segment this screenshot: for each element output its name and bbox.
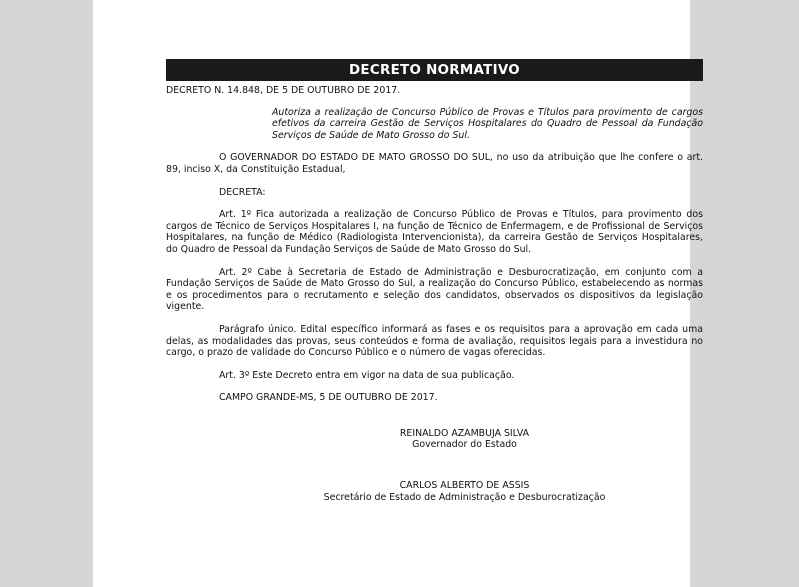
decree-summary: Autoriza a realização de Concurso Público de Provas e Títulos para provimento de cargos efetivos da carreira Gestão de Serviços Hospitalares do Quadro de Pessoal da Fundação Serviços de Saúde de Mato Grosso do Sul. — [272, 106, 703, 141]
article-3: Art. 3º Este Decreto entra em vigor na data de sua publicação. — [219, 369, 515, 381]
document-page — [93, 0, 703, 587]
article-2: Art. 2º Cabe à Secretaria de Estado de Administração e Desburocratização, em conjunto com a Fundação Serviços de Saúde de Mato Grosso do Sul, a realização do Concurso Público, estabelecendo as normas e os procedimentos para o recrutamento e seleção dos candidatos, observados os dispositivos da legislação vigente. — [166, 266, 703, 313]
decree-content — [166, 59, 703, 503]
signatory-name: CARLOS ALBERTO DE ASSIS — [399, 480, 530, 492]
signatory-role: Governador do Estado — [412, 439, 517, 451]
decreta-line: DECRETA: — [219, 186, 266, 198]
decree-title: DECRETO N. 14.848, DE 5 DE OUTUBRO DE 2017. — [166, 85, 401, 96]
signatory-role: Secretário de Estado de Administração e Desburocratização — [323, 491, 606, 503]
preamble: O GOVERNADOR DO ESTADO DE MATO GROSSO DO SUL, no uso da atribuição que lhe confere o art. 89, inciso X, da Constituição Estadual, — [166, 152, 703, 175]
signature-block-governor — [226, 428, 703, 451]
place-date: CAMPO GRANDE-MS, 5 DE OUTUBRO DE 2017. — [219, 392, 438, 404]
article-1: Art. 1º Fica autorizada a realização de Concurso Público de Provas e Títulos, para provimento dos cargos de Técnico de Serviços Hospitalares I, na função de Técnico de Enfermagem, e de Profissional de Serviços Hospitalares, na função de Médico (Radiologista Intervencionista), da carreira Gestão de Serviços Hospitalares, do Quadro de Pessoal da Fundação Serviços de Saúde de Mato Grosso do Sul. — [166, 209, 703, 255]
signatory-name: REINALDO AZAMBUJA SILVA — [399, 427, 530, 439]
section-header: DECRETO NORMATIVO — [166, 59, 703, 81]
sole-paragraph: Parágrafo único. Edital específico informará as fases e os requisitos para a aprovação em cada uma delas, as modalidades das provas, seus conteúdos e forma de avaliação, requisitos legais para a investidura no cargo, o prazo de validade do Concurso Público e o número de vagas oferecidas. — [166, 323, 703, 359]
signature-block-secretary — [226, 480, 703, 503]
